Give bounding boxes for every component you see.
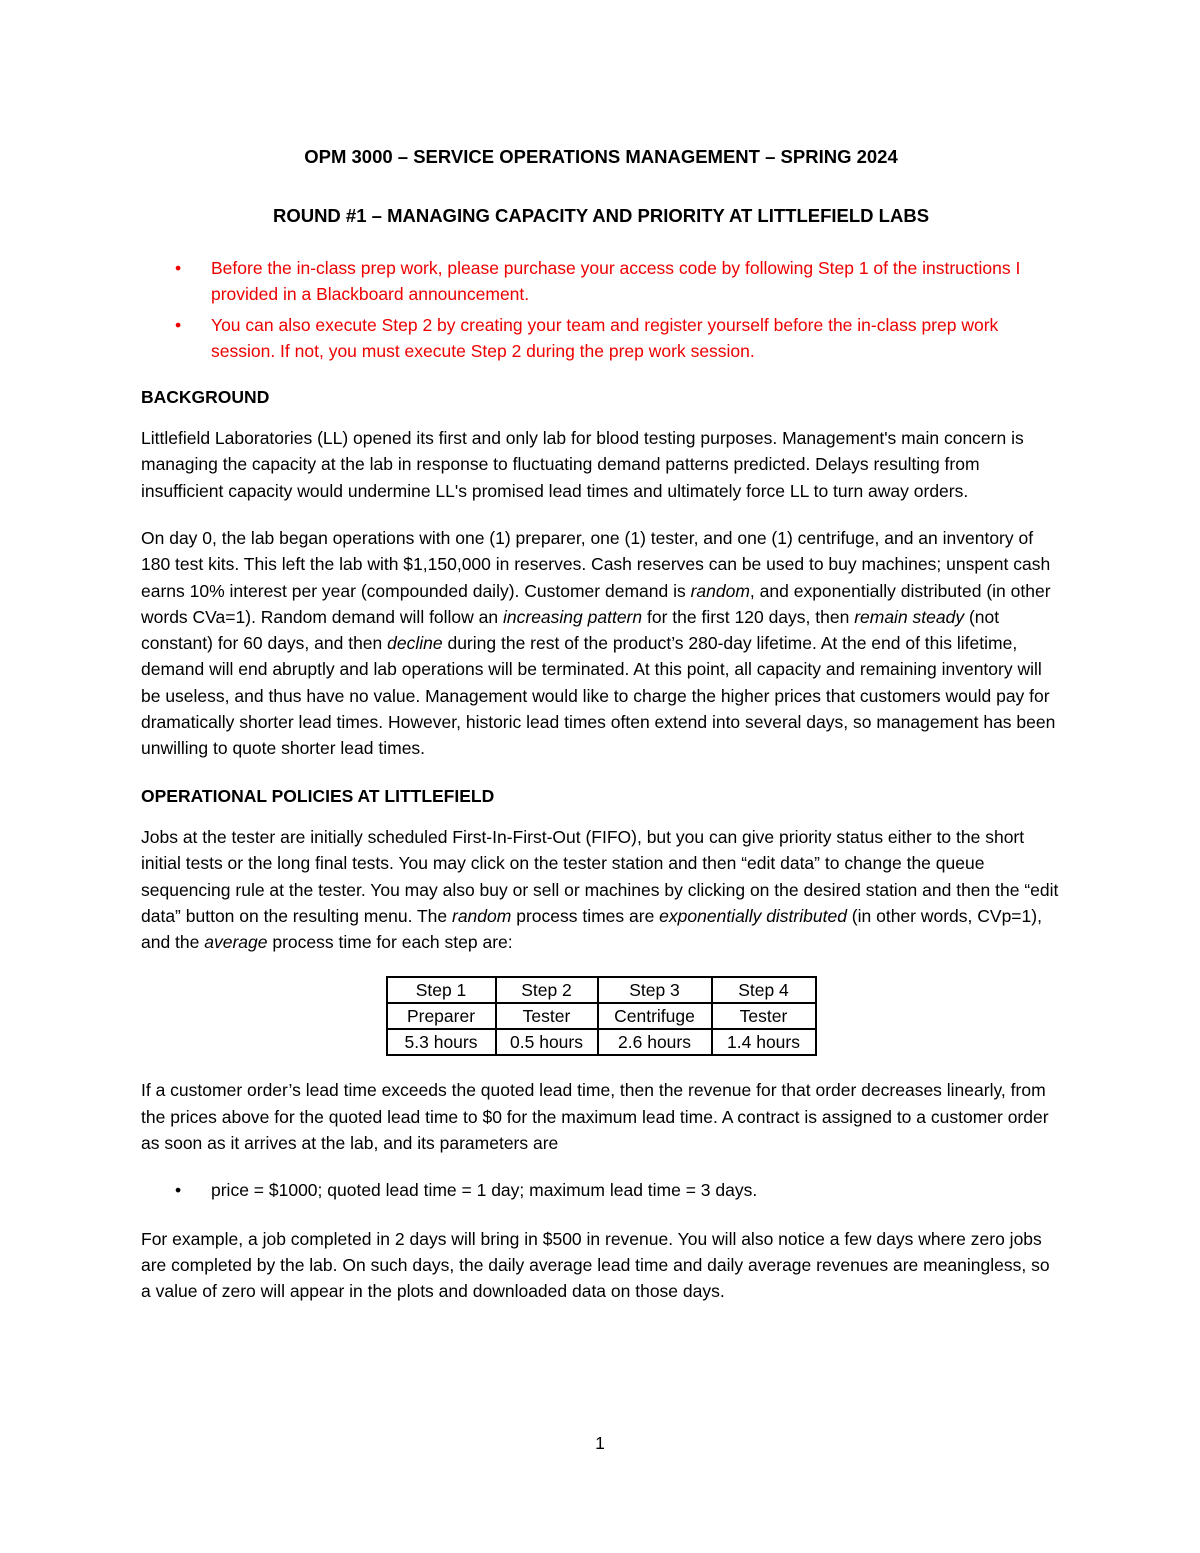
parameter-text: price = $1000; quoted lead time = 1 day; maximum lead time = 3 days.	[211, 1180, 758, 1201]
policies-heading: OPERATIONAL POLICIES AT LITTLEFIELD	[141, 785, 495, 806]
table-cell: Step 2	[496, 977, 598, 1003]
policies-paragraph-3: For example, a job completed in 2 days will bring in $500 in revenue. You will also notice a few days where zero jobs are completed by the lab. On such days, the daily average lead time and daily average revenues are meaningless, so a value of zero will appear in the plots and downloaded data on those days.	[141, 1228, 1050, 1302]
bullet-icon: •	[175, 1180, 182, 1201]
emphasis-text: random	[452, 905, 512, 926]
contract-parameters	[141, 1177, 1061, 1203]
emphasis-text: average	[204, 932, 268, 953]
table-cell: 0.5 hours	[496, 1029, 598, 1055]
emphasis-text: random	[690, 580, 750, 601]
emphasis-text: remain steady	[854, 606, 965, 627]
emphasis-text: increasing pattern	[503, 606, 643, 627]
background-heading: BACKGROUND	[141, 386, 270, 407]
text-run: (not constant) for 60 days, and then	[141, 606, 1000, 654]
text-run: for the first 120 days, then	[642, 606, 855, 627]
table-cell: 5.3 hours	[387, 1029, 496, 1055]
page-number: 1	[595, 1433, 605, 1453]
table-row-steps	[387, 977, 816, 1003]
table-row-times	[387, 1029, 816, 1055]
table-row-stations	[387, 1003, 816, 1029]
emphasis-text: decline	[387, 633, 443, 654]
note-text: Before the in-class prep work, please purchase your access code by following Step 1 of the instructions I provided in a Blackboard announcement.	[211, 257, 1021, 304]
table-cell: Tester	[496, 1003, 598, 1029]
background-paragraph-1: Littlefield Laboratories (LL) opened its first and only lab for blood testing purposes. Management's main concern is managing the capacity at the lab in response to fluctuating demand patterns predicted. Delays resulting from insufficient capacity would undermine LL's promised lead times and ultimately force LL to turn away orders.	[141, 428, 1024, 501]
process-times-table	[386, 976, 817, 1056]
text-run: process time for each step are:	[267, 932, 513, 953]
text-run: (in other words, CVp=1), and the	[141, 905, 1042, 953]
bullet-icon: •	[175, 257, 182, 278]
parameter-item	[141, 1177, 1061, 1203]
table-cell: Step 3	[598, 977, 712, 1003]
background-paragraph-2	[141, 525, 1061, 762]
table-cell: Tester	[712, 1003, 816, 1029]
course-title: OPM 3000 – SERVICE OPERATIONS MANAGEMENT – SPRING 2024	[304, 146, 898, 167]
text-run: process times are	[511, 905, 660, 926]
instruction-notes	[141, 255, 1061, 365]
text-run: , and exponentially distributed (in other words CVa=1). Random demand will follow an	[141, 580, 1051, 627]
page-content	[141, 144, 1061, 1326]
policies-paragraph-2: If a customer order’s lead time exceeds the quoted lead time, then the revenue for that order decreases linearly, from the prices above for the quoted lead time to $0 for the maximum lead time. A contract is assigned to a customer order as soon as it arrives at the lab, and its parameters are	[141, 1080, 1049, 1154]
table-cell: 2.6 hours	[598, 1029, 712, 1055]
text-run: On day 0, the lab began operations with one (1) preparer, one (1) tester, and one (1) centrifuge, and an inventory of 180 test kits. This left the lab with $1,150,000 in reserves. Cash reserves can be used to buy machines; unspent cash earns 10% interest per year (compounded daily). Customer demand is	[141, 527, 1051, 601]
bullet-icon: •	[175, 315, 182, 336]
policies-paragraph-1	[141, 824, 1061, 955]
note-item	[141, 255, 1061, 308]
text-run: Jobs at the tester are initially scheduled First-In-First-Out (FIFO), but you can give priority status either to the short initial tests or the long final tests. You may click on the tester station and then “edit data” to change the queue sequencing rule at the tester. You may also buy or sell or machines by clicking on the desired station and then the “edit data” button on the resulting menu. The	[141, 826, 1059, 926]
text-run: during the rest of the product’s 280-day lifetime. At the end of this lifetime, demand will end abruptly and lab operations will be terminated. At this point, all capacity and remaining inventory will be useless, and thus have no value. Management would like to charge the higher prices that customers would pay for dramatically shorter lead times. However, historic lead times often extend into several days, so management has been unwilling to quote shorter lead times.	[141, 633, 1056, 759]
note-text: You can also execute Step 2 by creating your team and register yourself before the in-class prep work session. If not, you must execute Step 2 during the prep work session.	[211, 315, 999, 362]
table-cell: Centrifuge	[598, 1003, 712, 1029]
note-item	[141, 312, 1061, 365]
table-cell: 1.4 hours	[712, 1029, 816, 1055]
table-cell: Preparer	[387, 1003, 496, 1029]
table-cell: Step 4	[712, 977, 816, 1003]
table-cell: Step 1	[387, 977, 496, 1003]
round-title: ROUND #1 – MANAGING CAPACITY AND PRIORITY AT LITTLEFIELD LABS	[272, 205, 930, 227]
emphasis-text: exponentially distributed	[659, 905, 847, 926]
